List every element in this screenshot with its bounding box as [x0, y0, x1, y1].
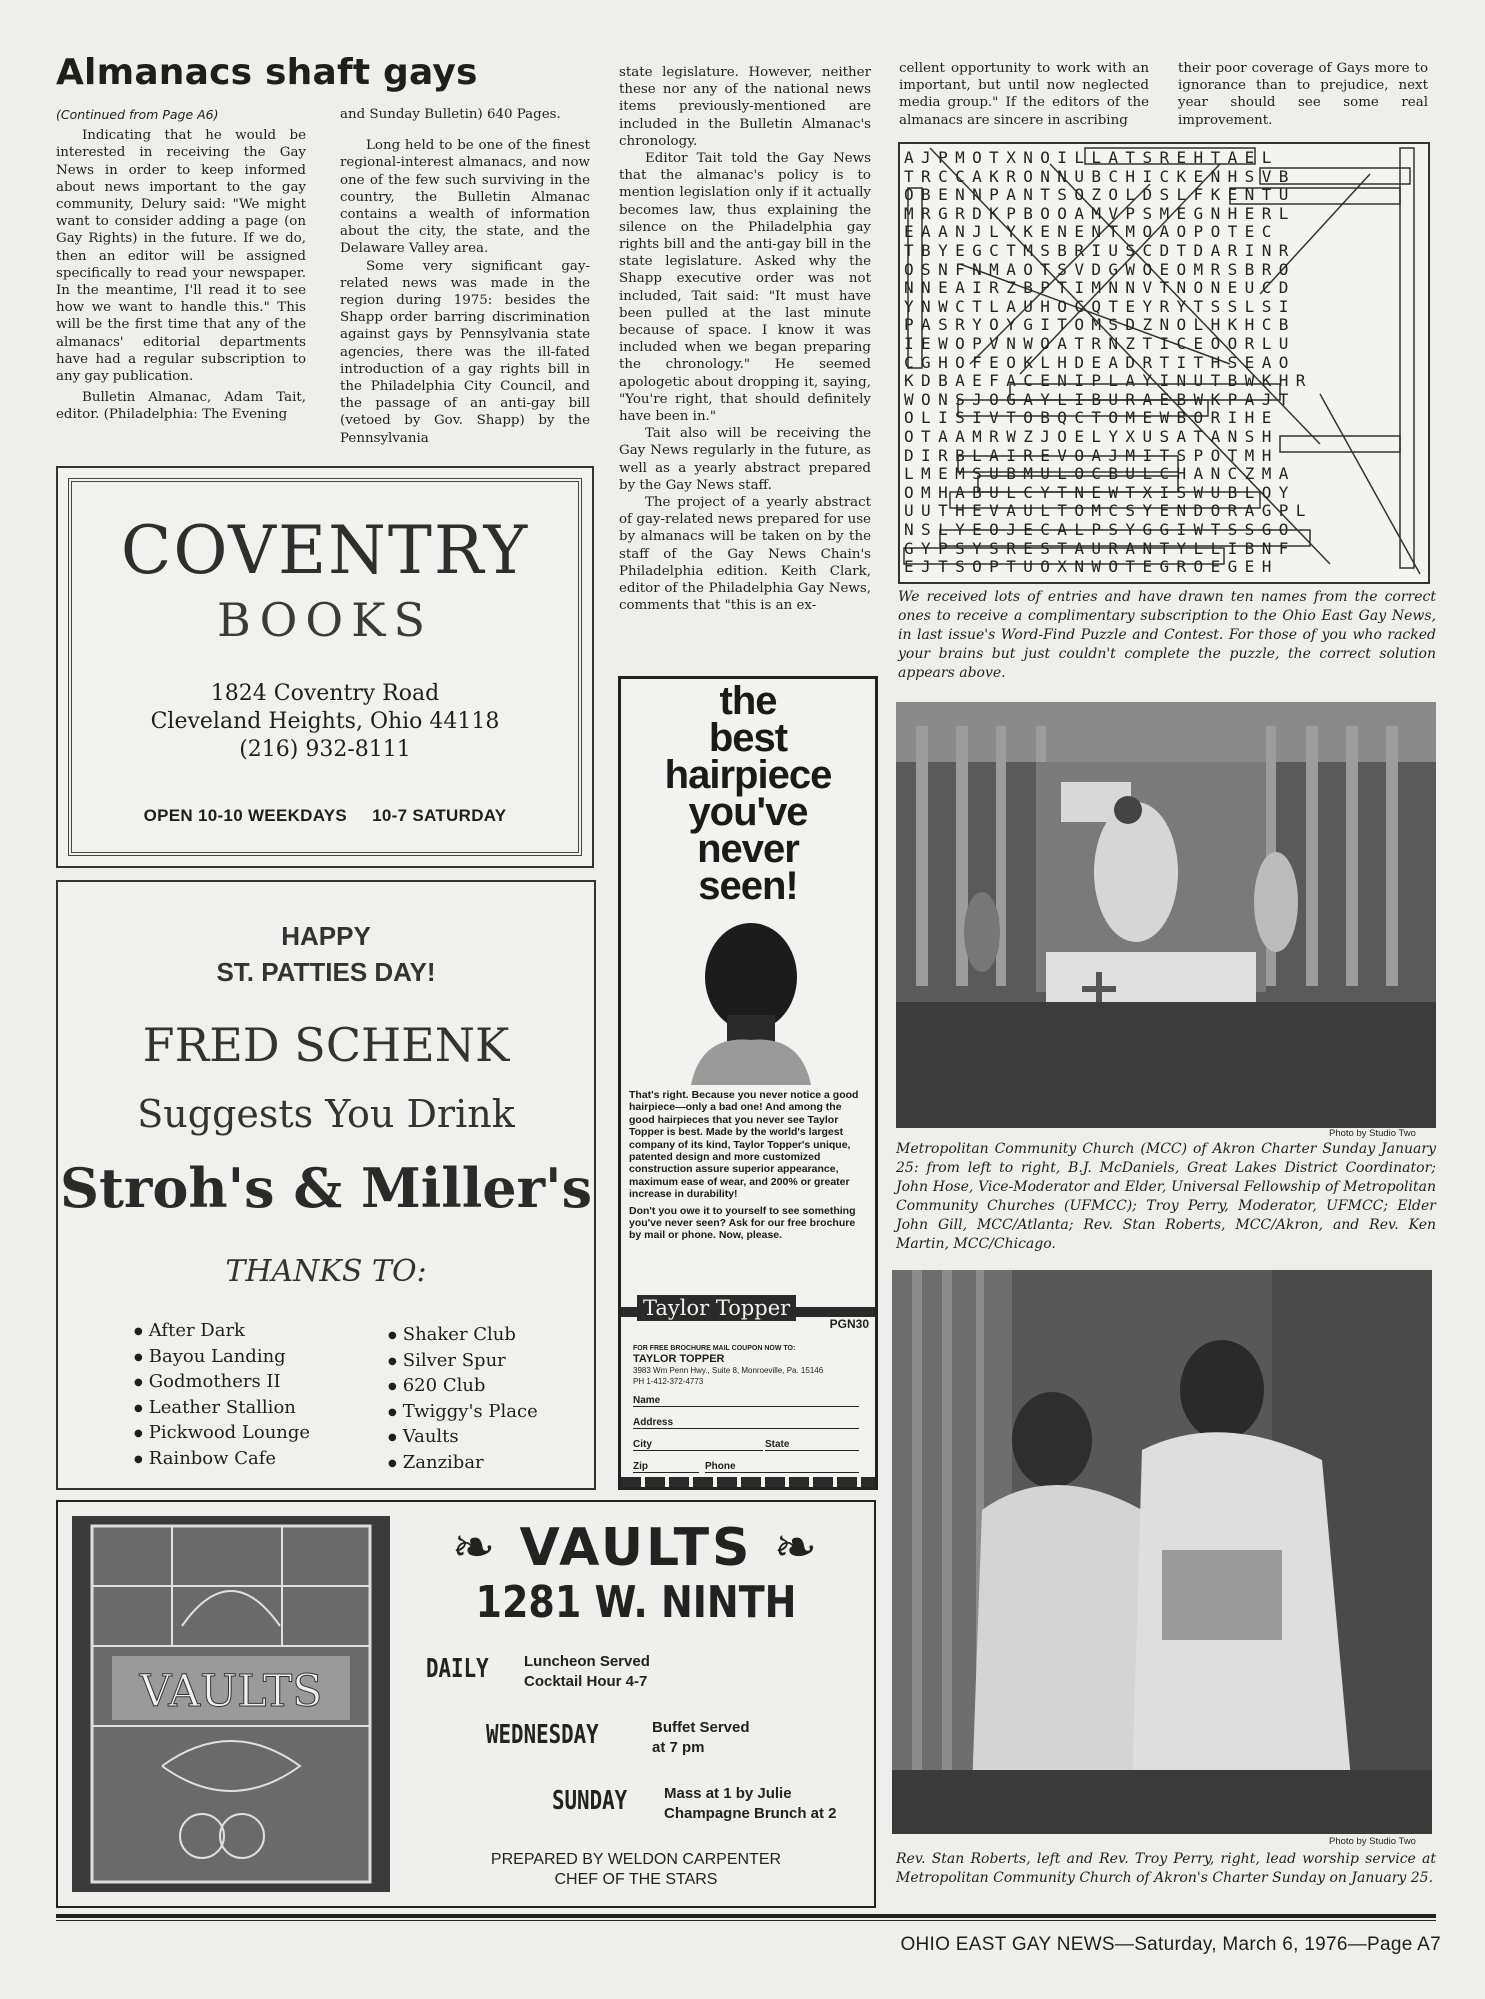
church-altar-photo	[896, 702, 1436, 1128]
prepared-line: CHEF OF THE STARS	[554, 1871, 718, 1888]
prepared-by	[398, 1850, 874, 1890]
article-column-2	[340, 106, 590, 447]
advertiser-name: FRED SCHENK	[142, 1018, 510, 1072]
coupon-header	[633, 1343, 823, 1387]
article-paragraph: Some very significant gay-related news was made in the region during 1975: besides the Shapp order barring discrimination against gays by Pennsylvania state agencies, there was the ill-fated introduction of a gay rights bill in the Philadelphia City Council, and the passage of an anti-gay bill (vetoed by Gov. Shapp) by the Pennsylvania	[340, 258, 590, 446]
fred-schenk-ad	[56, 880, 596, 1490]
headline: Almanacs shaft gays	[56, 52, 478, 93]
puzzle-row: OBENNPANTSOZOLDSLFKENTU	[904, 185, 1296, 205]
vaults-address: 1281 W. NINTH	[475, 1576, 797, 1628]
article-paragraph: Indicating that he would be interested in receiving the Gay News in order to keep informed about news important to the gay community, Delury said: "We might want to consider adding a page (on Gay Rights) in the future. If we do, then an editor will be assigned specifically to read your newspaper. In the meantime, I'll read it to see how we want to handle this." This will be the first time that any of the almanacs' editorial departments have had a regular subscription to any gay publication.	[56, 128, 306, 385]
field-label: Address	[633, 1417, 674, 1428]
church-photo-2	[892, 1270, 1432, 1834]
puzzle-row: YNWCTLAUHOCQTEYRYTSSLSI	[904, 296, 1296, 316]
headline-word: you've	[688, 790, 808, 834]
puzzle-row: OMHABULCYTNEWTXISWUBLOY	[904, 482, 1296, 502]
article-column-3	[619, 64, 871, 615]
taylor-topper-ad	[618, 676, 878, 1490]
bar-list-item: ● Godmothers II	[134, 1371, 310, 1397]
article-paragraph: Tait also will be receiving the Gay News regularly in the future, as well as a yearly abstract prepared by the Gay News staff.	[619, 426, 871, 493]
zip-field[interactable]	[633, 1461, 699, 1473]
article-paragraph: Long held to be one of the finest regional-interest almanacs, and now one of the few such surviving in the country, the Bulletin Almanac contains a wealth of information about the city, the state, and the Delaware Valley area.	[340, 138, 590, 257]
schedule-line: Cocktail Hour 4-7	[524, 1673, 648, 1690]
headline-word: hairpiece	[664, 753, 832, 797]
photo-credit: Photo by Studio Two	[1329, 1836, 1416, 1847]
schedule-line: at 7 pm	[652, 1739, 705, 1756]
field-label: State	[765, 1439, 790, 1450]
footer-rule	[56, 1914, 1436, 1918]
thanks-heading: THANKS TO:	[225, 1254, 427, 1289]
vaults-stained-glass-image	[72, 1516, 390, 1892]
puzzle-row: EJTSOPTUOXNWOTEGROEGEH	[904, 557, 1279, 577]
coupon-phone: PH 1-412-372-4773	[633, 1377, 704, 1386]
bar-list-item: ● After Dark	[134, 1320, 310, 1346]
city-field[interactable]	[633, 1439, 763, 1451]
puzzle-row: NNEAIRZBPTIMNNVTNONEUCD	[904, 278, 1296, 298]
ornament-left-icon: ❧	[451, 1518, 520, 1578]
field-label: Name	[633, 1395, 661, 1406]
bar-list-item: ● Silver Spur	[388, 1350, 538, 1376]
bar-list-item: ● 620 Club	[388, 1375, 538, 1401]
suggests-line: Suggests You Drink	[137, 1092, 515, 1136]
puzzle-row: CGHOFEOKLHDEADRTITHSEAO	[904, 352, 1296, 372]
field-label: City	[633, 1439, 652, 1450]
schedule-day: DAILY	[426, 1654, 489, 1684]
puzzle-row: IEWOPVNWOATRNZTICEOORLU	[904, 334, 1296, 353]
coventry-logo-line2: BOOKS	[217, 593, 433, 647]
coventry-logo-line1: COVENTRY	[120, 512, 530, 589]
schedule-day: WEDNESDAY	[486, 1720, 599, 1750]
schedule-desc	[664, 1784, 837, 1824]
article-paragraph: and Sunday Bulletin) 640 Pages.	[340, 107, 561, 122]
field-label: Zip	[633, 1461, 648, 1472]
bar-list-right	[388, 1324, 538, 1477]
stained-glass-illustration	[72, 1516, 390, 1892]
article-column-1	[56, 106, 306, 424]
schedule-desc	[652, 1718, 750, 1758]
puzzle-row: LMEMSUBMULOCBULCHANCZMA	[904, 464, 1296, 484]
puzzle-row: OSNFNMAOTSVDGWOEOMRSBRO	[904, 259, 1296, 279]
church-photo-1	[896, 702, 1436, 1128]
coupon-company: TAYLOR TOPPER	[633, 1353, 725, 1365]
coupon-address: 3983 Wm Penn Hwy., Suite 8, Monroeville, Pa. 15146	[633, 1366, 824, 1375]
coupon-bottom-bar	[621, 1477, 875, 1487]
bar-list-item: ● Rainbow Cafe	[134, 1448, 310, 1474]
schedule-line: Buffet Served	[652, 1719, 750, 1736]
headline-word: never	[697, 827, 799, 871]
ad-headline	[621, 679, 875, 908]
ornament-right-icon: ❧	[752, 1518, 821, 1578]
bar-list-item: ● Zanzibar	[388, 1452, 538, 1478]
field-label: Phone	[705, 1461, 736, 1472]
word-find-puzzle	[898, 142, 1430, 584]
schedule-line: Mass at 1 by Julie	[664, 1785, 792, 1802]
article-column-4: cellent opportunity to work with an important, but until now neglected media group." If the editors of the almanacs are sincere in ascribing	[899, 61, 1149, 128]
greeting	[58, 918, 594, 990]
ad-body-paragraph: That's right. Because you never notice a good hairpiece—only a bad one! And among the good hairpieces that you never see Taylor Topper is best. Made by the world's largest company of its kind, Taylor Topper's unique, patented design and more customized construction assure superior appearance, maximum ease of wear, and 200% or greater increase in durability!	[629, 1089, 859, 1201]
bar-list-left	[134, 1320, 310, 1473]
article-paragraph: Editor Tait told the Gay News that the almanac's policy is to mention legislation only if it actually becomes law, thus explaining the silence on the Philadelphia gay rights bill and the anti-gay bill in the state legislature. Asked why the Shapp executive order was not included, Tait said: "It must have been pulled at the last minute because of space. I know it was included when we began preparing the chronology." He seemed apologetic about dropping it, saying, "You're right, that should definitely have been in."	[619, 151, 871, 425]
puzzle-row: AJPMOTXNOILLATSREHTAEL	[904, 148, 1279, 167]
bar-list-item: ● Leather Stallion	[134, 1397, 310, 1423]
puzzle-row: GYPSYSRESTAURANTYLLIBNF	[904, 538, 1296, 558]
puzzle-row: WONSJOGAYLIBURAEBWKPAJT	[904, 389, 1296, 409]
puzzle-row: TRCCAKRONNUBCHICKENHSVB	[904, 166, 1296, 186]
photo-caption: Metropolitan Community Church (MCC) of Akron Charter Sunday January 25: from left to right, B.J. McDaniels, Great Lakes District Coordinator; John Hose, Vice-Moderator and Elder, Universal Fellowship of Metropolitan Community Churches (UFMCC); Troy Perry, Moderator, UFMCC; Elder John Gill, MCC/Atlanta; Rev. Stan Roberts, MCC/Akron, and Rev. Ken Martin, MCC/Chicago.	[896, 1141, 1436, 1252]
puzzle-caption: We received lots of entries and have drawn ten names from the correct ones to receive a complimentary subscription to the Ohio East Gay News, in last issue's Word-Find Puzzle and Contest. For those of you who racked your brains but just couldn't complete the puzzle, the correct solution appears above.	[898, 589, 1436, 681]
city-address: Cleveland Heights, Ohio 44118	[150, 709, 500, 734]
schedule-line: Champagne Brunch at 2	[664, 1805, 837, 1822]
phone-field[interactable]	[705, 1461, 859, 1473]
photo-credit: Photo by Studio Two	[1329, 1128, 1416, 1139]
brand-logo: Taylor Topper	[637, 1295, 796, 1321]
schedule-line: Luncheon Served	[524, 1653, 650, 1670]
bar-list-item: ● Twiggy's Place	[388, 1401, 538, 1427]
store-hours: OPEN 10-10 WEEKDAYS 10-7 SATURDAY	[143, 806, 507, 825]
puzzle-row: OLISIVTOBQCTOMEWBORIHE	[904, 408, 1279, 428]
ad-body-paragraph: Don't you owe it to yourself to see something you've never seen? Ask for our free brochure by mail or phone. Now, please.	[629, 1204, 856, 1242]
puzzle-row: DIRBLAIREVOAJMITSPOTMH	[904, 445, 1279, 465]
bar-list-item: ● Bayou Landing	[134, 1346, 310, 1372]
coupon-instructions: FOR FREE BROCHURE MAIL COUPON NOW TO:	[633, 1345, 796, 1352]
ad-body	[629, 1089, 869, 1242]
bar-list-item: ● Pickwood Lounge	[134, 1422, 310, 1448]
puzzle-row: MRGRDKPBOOAMVPSMEGNHERL	[904, 203, 1296, 223]
puzzle-row: UUTHEVAULTOMCSYENDORAGPL	[904, 501, 1313, 521]
puzzle-row: OTAAMRWZJOELYXUSATANSH	[904, 427, 1279, 446]
man-head-illustration	[691, 915, 811, 1085]
greeting-line-2: ST. PATTIES DAY!	[216, 957, 436, 987]
schedule-day: SUNDAY	[552, 1786, 628, 1816]
vaults-ad	[56, 1500, 876, 1908]
ad-code: PGN30	[829, 1317, 869, 1331]
greeting-line-1: HAPPY	[281, 921, 371, 951]
article-column-5: their poor coverage of Gays more to ignorance than to prejudice, next year should see some real improvement.	[1178, 61, 1428, 128]
puzzle-row: EAANJLYKENENTMOAOPOTEC	[904, 222, 1279, 242]
puzzle-row: TBYEGCTMSBRIUSCDTDARINR	[904, 241, 1296, 260]
puzzle-row: NSLYEOJECALPSYGGIWTSSGO	[904, 520, 1296, 539]
footer-rule-thin	[56, 1920, 1436, 1921]
name-field[interactable]	[633, 1395, 859, 1407]
bar-list-item: ● Vaults	[388, 1426, 538, 1452]
prepared-line: PREPARED BY WELDON CARPENTER	[490, 1851, 782, 1868]
headline-word: seen!	[698, 864, 798, 908]
puzzle-row: PASRYOYGITOMSDZNOLHKHCB	[904, 315, 1296, 335]
state-field[interactable]	[765, 1439, 859, 1451]
article-paragraph: Bulletin Almanac, Adam Tait, editor. (Philadelphia: The Evening	[56, 390, 306, 423]
article-paragraph: state legislature. However, neither these nor any of the national news items previously-mentioned are included in the Bulletin Almanac's chronology.	[619, 65, 871, 149]
continued-note: (Continued from Page A6)	[56, 107, 219, 122]
article-paragraph: The project of a yearly abstract of gay-related news prepared for use by almanacs will be taken on by the staff of the Gay News Chain's Philadelphia edition. Keith Clark, editor of the Philadelphia Gay News, comments that "this is an ex-	[619, 495, 871, 614]
phone-number: (216) 932-8111	[239, 737, 411, 762]
worship-service-photo	[892, 1270, 1432, 1834]
photo-caption: Rev. Stan Roberts, left and Rev. Troy Perry, right, lead worship service at Metropolitan Community Church of Akron's Charter Sunday on January 25.	[896, 1851, 1436, 1886]
headline-word: best	[708, 716, 788, 760]
puzzle-row: KDBAEFACENIPLAYINUTBWKHR	[904, 371, 1313, 391]
coventry-address	[58, 680, 592, 764]
address-field[interactable]	[633, 1417, 859, 1429]
vaults-title	[398, 1518, 874, 1578]
page-footer: OHIO EAST GAY NEWS—Saturday, March 6, 1976—Page A7	[900, 1934, 1441, 1955]
vaults-name: VAULTS	[519, 1518, 753, 1578]
schedule-desc	[524, 1652, 650, 1692]
vaults-sign: VAULTS	[139, 1666, 323, 1717]
coventry-books-ad	[56, 466, 594, 868]
headline-word: the	[719, 679, 777, 723]
street-address: 1824 Coventry Road	[210, 681, 440, 706]
bar-list-item: ● Shaker Club	[388, 1324, 538, 1350]
beer-brands: Stroh's & Miller's	[59, 1156, 592, 1220]
